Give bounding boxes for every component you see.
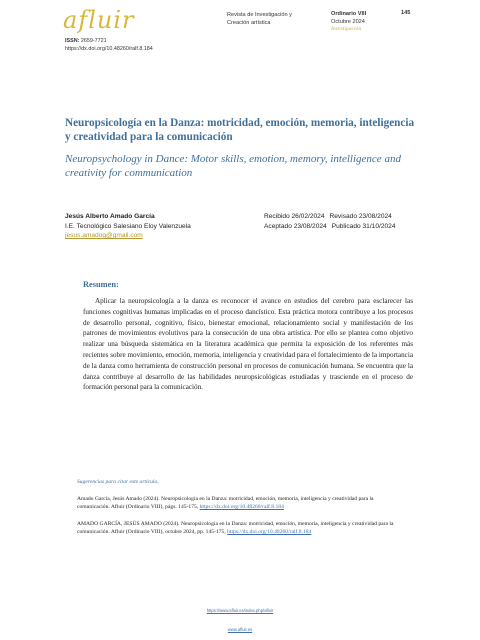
dates-block <box>264 212 396 231</box>
citation-iso <box>77 520 407 537</box>
date-revised: Revisado 23/08/2024 <box>329 213 392 220</box>
issue-info <box>331 11 366 34</box>
footer-journal-link[interactable]: https://www.afluir.es/index.php/afluir <box>206 608 274 613</box>
issn-label: ISSN: <box>65 38 80 44</box>
journal-name-line2: Creación artística <box>227 19 271 26</box>
date-published: Publicado 31/10/2024 <box>331 222 396 230</box>
issue-date: Octubre 2024 <box>331 18 365 25</box>
abstract-text: Aplicar la neuropsicología a la danza es reconocer el avance en estudios del cerebro para esclarecer las funciones cognitivas humanas implicadas en el proceso dancístico. Esta práctica motora contribuye a los procesos de desarrollo personal, cognitivo, físico, bienestar emocional, relacionamiento social y manifestación de los patrones de movimientos evolutivos para la consecución de una obra artística. Por ello se plantea como objetivo realizar una búsqueda sistemática en la literatura académica que permita la exposición de los referentes más recientes sobre movimiento, emoción, memoria, inteligencia y creatividad para el fortalecimiento de la importancia de la danza como herramienta de construcción personal en procesos de comunicación humana. Se encuentra que la danza contribuye al desarrollo de las habilidades neuropsicológicas estudiadas y trasciende en el proceso de formación personal para la comunicación. <box>83 297 413 392</box>
journal-name <box>227 12 322 27</box>
footer-site-link[interactable]: www.afluir.es <box>227 627 253 632</box>
section-label: Investigación <box>331 26 362 32</box>
citation-apa-text: Amado García, Jesús Amado (2024). Neuropsicología en la Danza: motricidad, emoción, memoria, inteligencia y creatividad para la comunicación. Afluir (Ordinario VIII), págs. 145-175, <box>77 496 374 511</box>
author-block <box>65 212 191 241</box>
doi-link[interactable]: https://dx.doi.org/10.48260/ralf.8.184 <box>65 46 153 52</box>
page-number: 145 <box>401 10 411 16</box>
article-title: Neuropsicología en la Danza: motricidad, emoción, memoria, inteligencia y creatividad para la comunicación <box>65 117 415 143</box>
date-accepted: Aceptado 23/08/2024 <box>264 222 327 230</box>
citation-apa-link[interactable]: https://dx.doi.org/10.48260/ralf.8.184 <box>199 504 284 511</box>
article-subtitle: Neuropsychology in Dance: Motor skills, emotion, memory, intelligence and creativity for communication <box>65 153 401 179</box>
author-affiliation: I.E. Tecnológico Salesiano Eloy Valenzuela <box>65 222 191 230</box>
issn-block <box>65 37 153 53</box>
journal-name-line1: Revista de Investigación y <box>227 12 292 18</box>
author-name: Jesús Alberto Amado García <box>65 213 155 220</box>
date-received: Recibido 26/02/2024 <box>264 213 325 220</box>
citation-iso-link[interactable]: https://dx.doi.org/10.48260/ralf.8.184 <box>227 529 312 536</box>
issue-label: Ordinario VIII <box>331 11 367 17</box>
issn-number: 2659-7721 <box>80 38 107 44</box>
citation-apa <box>77 495 407 512</box>
abstract-heading: Resumen: <box>83 280 119 289</box>
citation-heading: Sugerencias para citar este artículo, <box>77 479 159 485</box>
citation-iso-text: AMADO GARCÍA, JESÚS AMADO (2024). Neuropsicología en la Danza: motricidad, emoción, memoria, inteligencia y creatividad para la comunicación. Afluir (Ordinario VIII), octubre 2024, pp. 145-175, <box>77 521 394 536</box>
journal-logo: afluir <box>63 6 135 34</box>
author-email-link[interactable]: jesus.amadog@gmail.com <box>65 232 143 239</box>
